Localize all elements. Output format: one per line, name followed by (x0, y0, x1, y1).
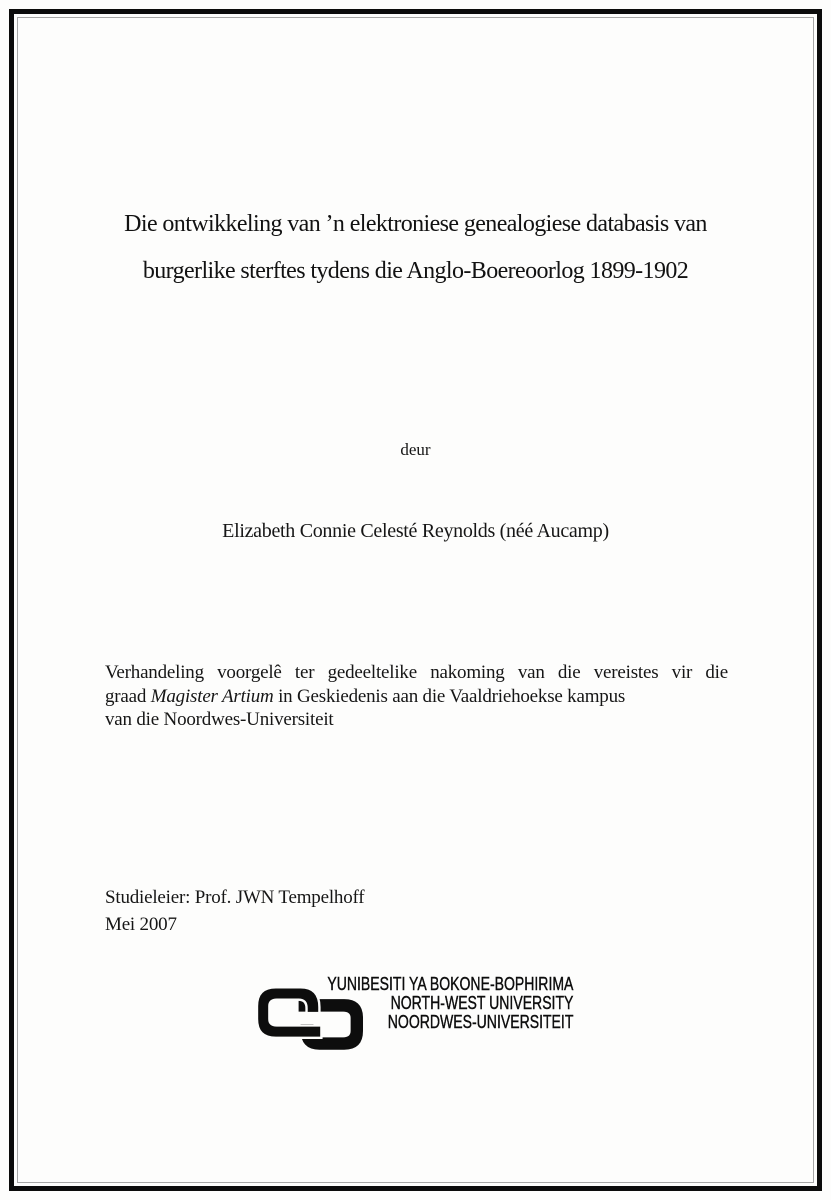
thesis-title-line-1: Die ontwikkeling van ’n elektroniese genealogiese databasis van (124, 211, 707, 237)
supervisor-line: Studieleier: Prof. JWN Tempelhoff (105, 887, 365, 908)
statement-line-3: van die Noordwes-Universiteit (105, 709, 334, 730)
thesis-statement (105, 661, 728, 732)
statement-degree-name: Magister Artium (150, 685, 274, 707)
statement-line-2-prefix: graad (105, 685, 151, 707)
logo-text-setswana: YUNIBESITI YA BOKONE-BOPHIRIMA (326, 974, 573, 994)
supervisor-block (105, 884, 364, 938)
statement-line-2-suffix: in Geskiedenis aan die Vaaldriehoekse kampus (273, 685, 626, 707)
thesis-title (50, 201, 781, 295)
thesis-title-line-2: burgerlike sterftes tydens die Anglo-Boereoorlog 1899-1902 (142, 258, 689, 284)
logo-text-english: NORTH-WEST UNIVERSITY (390, 993, 573, 1013)
logo-text-afrikaans: NOORDWES-UNIVERSITEIT (387, 1012, 573, 1032)
byline-label: deur (400, 440, 431, 459)
university-logo-text (327, 975, 573, 1032)
date-line: Mei 2007 (105, 914, 177, 935)
statement-line-2 (105, 685, 728, 709)
university-logo (256, 975, 573, 1055)
author-name: Elizabeth Connie Celesté Reynolds (néé Aucamp) (222, 520, 609, 542)
statement-line-1: Verhandeling voorgelê ter gedeeltelike nakoming van die vereistes vir die (105, 662, 728, 683)
